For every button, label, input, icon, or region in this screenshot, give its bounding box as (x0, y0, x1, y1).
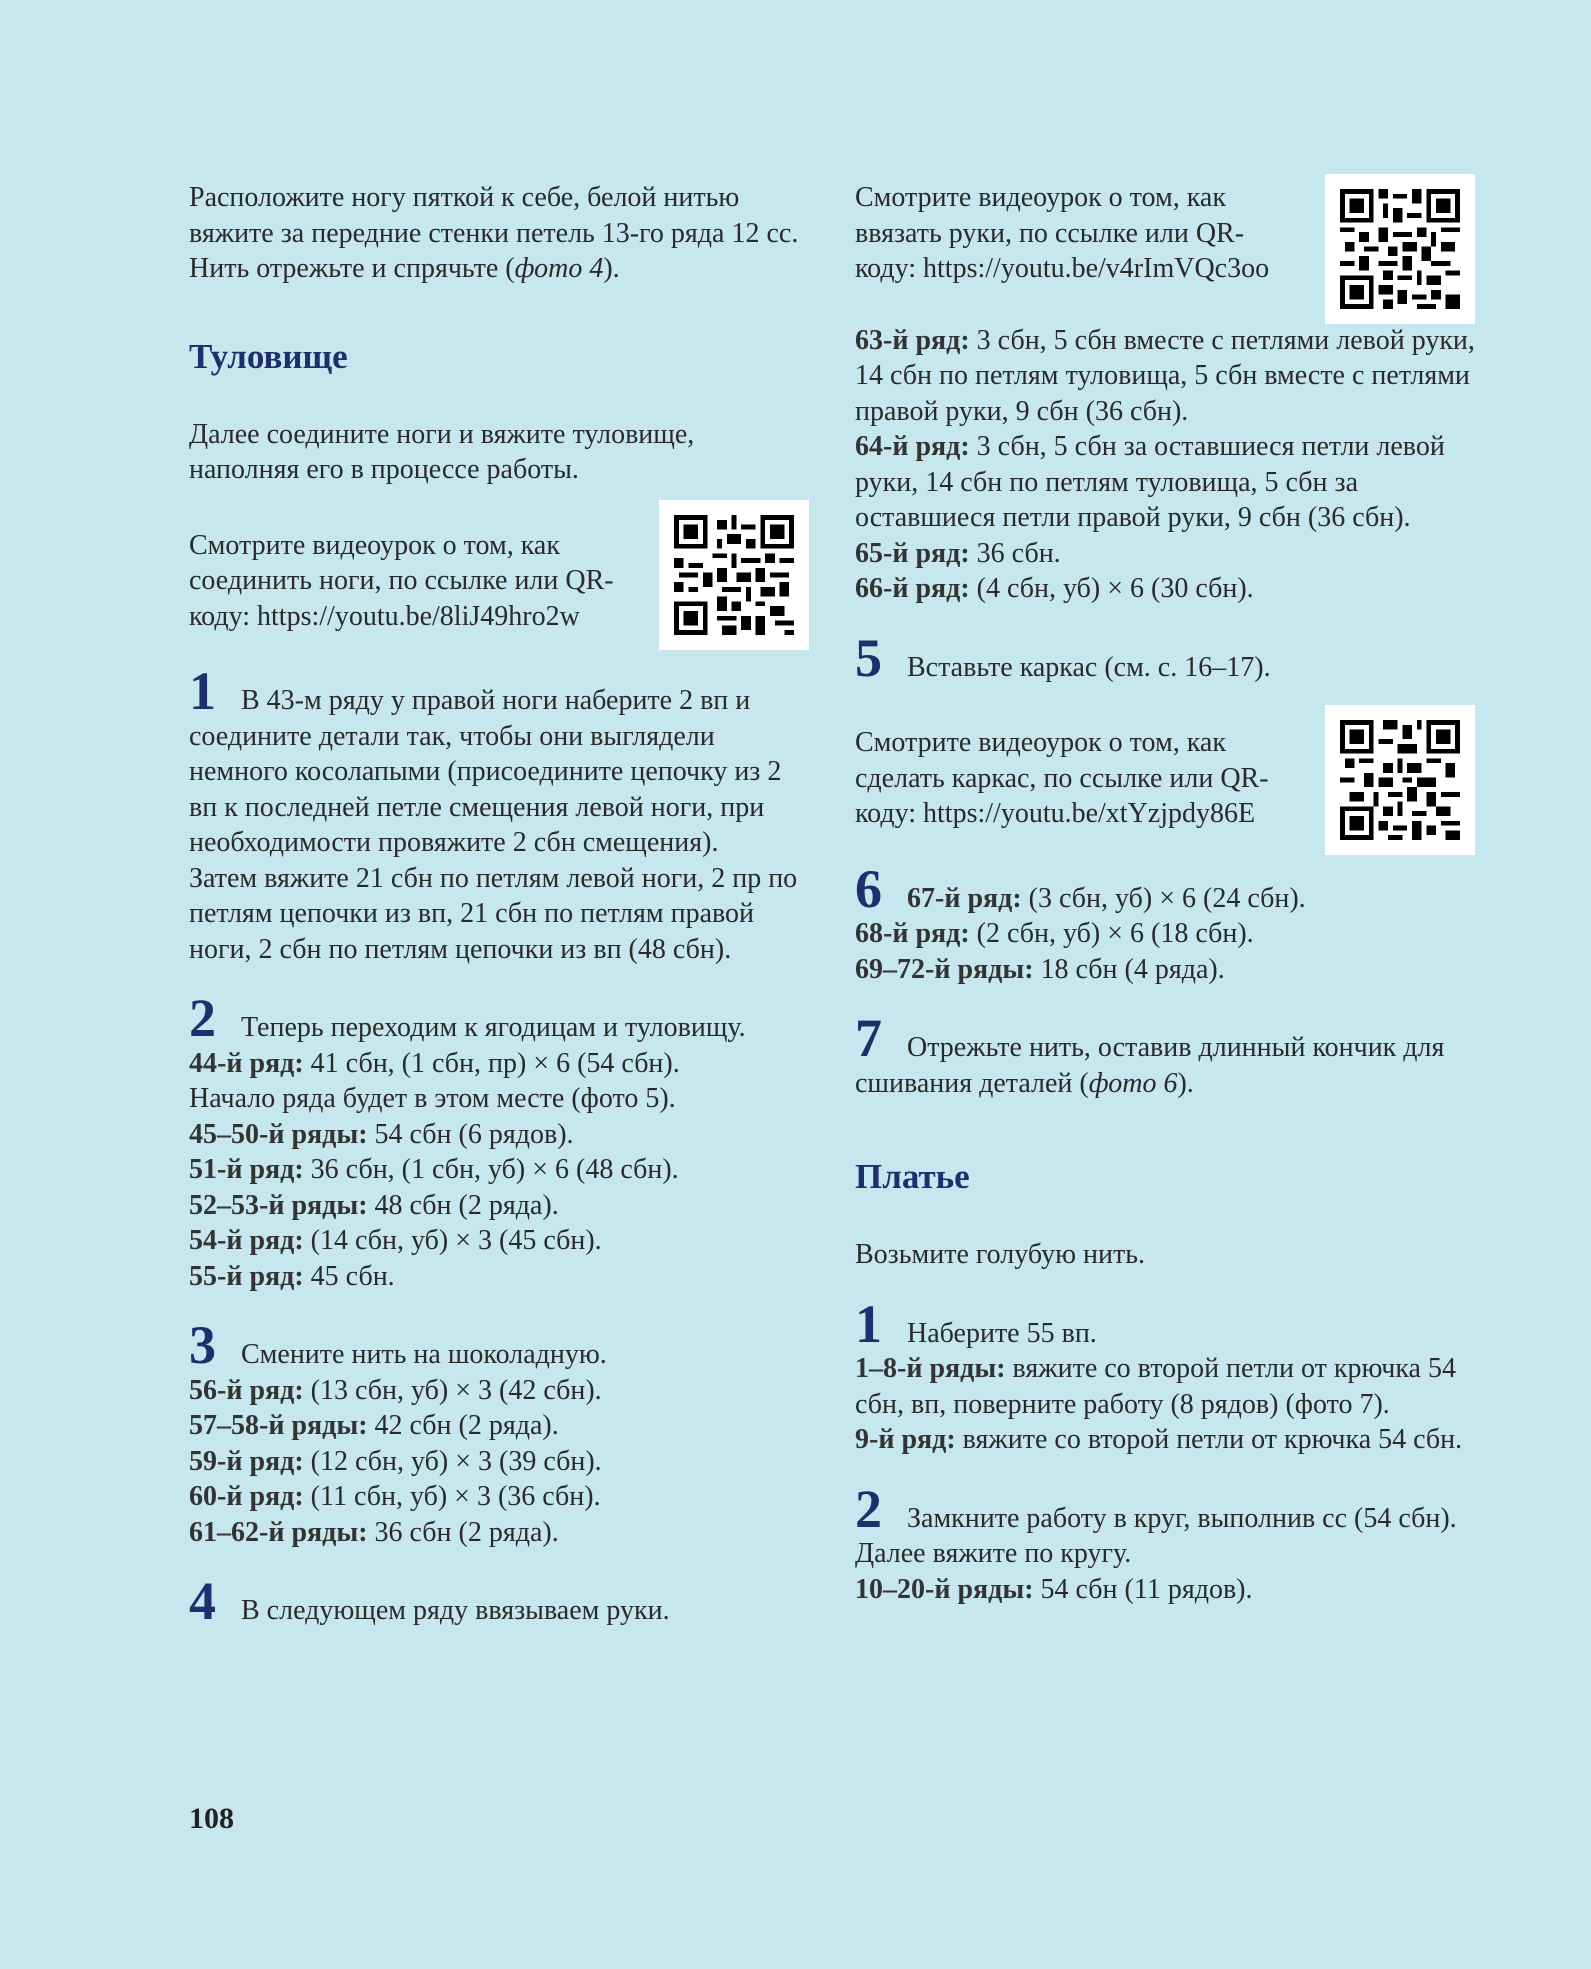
section-title-torso: Туловище (189, 336, 348, 376)
qr-code-icon[interactable] (659, 500, 809, 650)
step-1: 1 В 43-м ряду у правой ноги наберите 2 вп и соедините детали так, чтобы они выглядели немного косолапыми (присоедините цепочку из 2 вп к последней петле смещения левой ноги, при необходимости провяжите 2 сбн смещения). Затем вяжите 21 сбн по петлям левой ноги, 2 пр по петлям цепочки из вп, 21 сбн по петлям правой ноги, 2 сбн по петлям цепочки из вп (48 сбн). (189, 661, 798, 965)
step-5: 5 Вставьте каркас (см. с. 16–17). (855, 627, 1271, 688)
dress-intro: Возьмите голубую нить. (855, 1239, 1145, 1270)
row-line: 55-й ряд: 45 сбн. (189, 1260, 395, 1292)
row-line: 59-й ряд: (12 сбн, уб) × 3 (39 сбн). (189, 1445, 602, 1477)
row-line: 9-й ряд: вяжите со второй петли от крючка 54 сбн. (855, 1424, 1463, 1455)
step-2: 2 Теперь переходим к ягодицам и туловищу. 44-й ряд: 41 сбн, (1 сбн, пр) × 6 (54 сбн). Начало ряда будет в этом месте (фото 5). 45–50-й ряды: 54 сбн (6 рядов). 51-й ряд: 36 сбн, (1 сбн, уб) × 6 (48 сбн). 52–53-й ряды: 48 сбн (2 ряда). 54-й ряд: (14 сбн, уб) × 3 (45 сбн). 55-й ряд: 45 сбн. (189, 1001, 809, 1294)
intro-paragraph: Расположите ногу пяткой к себе, белой нитью вяжите за передние стенки петель 13-го ряда 12 сс. Нить отрежьте и спрячьте (фото 4). (189, 182, 799, 284)
torso-intro: Далее соедините ноги и вяжите туловище, наполняя его в процессе работы. (189, 418, 695, 485)
step-number: 4 (189, 1571, 216, 1631)
row-line: 54-й ряд: (14 сбн, уб) × 3 (45 сбн). (189, 1225, 602, 1256)
qr-block-legs: Смотрите видеоурок о том, как соединить ноги, по ссылке или QR-коду: https://youtu.be/8liJ49hro2w (189, 528, 809, 635)
step-7: 7 Отрежьте нить, оставив длинный кончик для сшивания деталей (фото 6). (855, 1008, 1445, 1099)
step-number: 2 (189, 988, 216, 1048)
row-line: 57–58-й ряды: 42 сбн (2 ряда). (189, 1410, 559, 1441)
row-line: Начало ряда будет в этом месте (фото 5). (189, 1083, 676, 1114)
left-column (189, 180, 809, 1663)
row-line: 44-й ряд: 41 сбн, (1 сбн, пр) × 6 (54 сбн). (189, 1047, 680, 1079)
qr-code-icon[interactable] (1325, 174, 1475, 324)
right-column (855, 180, 1475, 1641)
step-4: 4 В следующем ряду ввязываем руки. (189, 1571, 670, 1631)
dress-step-1: 1 Наберите 55 вп. 1–8-й ряды: вяжите со второй петли от крючка 54 сбн, вп, поверните работу (8 рядов) (фото 7). 9-й ряд: вяжите со второй петли от крючка 54 сбн. (855, 1307, 1475, 1458)
step-3: 3 Смените нить на шоколадную. 56-й ряд: (13 сбн, уб) × 3 (42 сбн). 57–58-й ряды: 42 сбн (2 ряда). 59-й ряд: (12 сбн, уб) × 3 (39 сбн). 60-й ряд: (11 сбн, уб) × 3 (36 сбн). 61–62-й ряды: 36 сбн (2 ряда). (189, 1328, 809, 1550)
row-line: 69–72-й ряды: 18 сбн (4 ряда). (855, 953, 1225, 985)
row-line: 68-й ряд: (2 сбн, уб) × 6 (18 сбн). (855, 918, 1254, 949)
qr-block-arms: Смотрите видеоурок о том, как ввязать руки, по ссылке или QR-коду: https://youtu.be/v4rImVQc3oo (855, 180, 1475, 287)
row-line: 66-й ряд: (4 сбн, уб) × 6 (30 сбн). (855, 573, 1254, 604)
step-number: 2 (855, 1478, 882, 1539)
row-line: 1–8-й ряды: вяжите со второй петли от крючка 54 сбн, вп, поверните работу (8 рядов) (фото 7). (855, 1353, 1456, 1420)
step-6: 6 67-й ряд: (3 сбн, уб) × 6 (24 сбн). 68-й ряд: (2 сбн, уб) × 6 (18 сбн). 69–72-й ряды: 18 сбн (4 ряда). (855, 872, 1475, 988)
rows-63-66 (855, 323, 1475, 607)
step-number: 1 (189, 661, 216, 721)
row-line: 61–62-й ряды: 36 сбн (2 ряда). (189, 1516, 559, 1548)
row-line: 63-й ряд: 3 сбн, 5 сбн вместе с петлями левой руки, 14 сбн по петлям туловища, 5 сбн вместе с петлями правой руки, 9 сбн (36 сбн). (855, 324, 1475, 427)
row-line: 65-й ряд: 36 сбн. (855, 537, 1061, 569)
step-number: 3 (189, 1315, 216, 1375)
row-line: 64-й ряд: 3 сбн, 5 сбн за оставшиеся петли левой руки, 14 сбн по петлям туловища, 5 сбн за оставшиеся петли правой руки, 9 сбн (36 сбн). (855, 431, 1445, 533)
step-number: 7 (855, 1008, 882, 1068)
step-number: 5 (855, 627, 882, 688)
row-line: 51-й ряд: 36 сбн, (1 сбн, уб) × 6 (48 сбн). (189, 1154, 679, 1185)
qr-block-frame: Смотрите видеоурок о том, как сделать каркас, по ссылке или QR-коду: https://youtu.be/xtYzjpdy86E (855, 725, 1475, 832)
row-line: 10–20-й ряды: 54 сбн (11 рядов). (855, 1573, 1253, 1605)
row-line: 60-й ряд: (11 сбн, уб) × 3 (36 сбн). (189, 1481, 601, 1512)
page-number: 108 (189, 1802, 234, 1835)
row-line: 56-й ряд: (13 сбн, уб) × 3 (42 сбн). (189, 1374, 602, 1406)
qr-code-icon[interactable] (1325, 705, 1475, 855)
step-number: 6 (855, 858, 882, 919)
row-line: 52–53-й ряды: 48 сбн (2 ряда). (189, 1189, 559, 1221)
step-number: 1 (855, 1293, 882, 1354)
row-line: 45–50-й ряды: 54 сбн (6 рядов). (189, 1118, 574, 1150)
dress-step-2: 2 Замкните работу в круг, выполнив сс (54 сбн). Далее вяжите по кругу. 10–20-й ряды: 54 сбн (11 рядов). (855, 1492, 1475, 1608)
section-title-dress: Платье (855, 1157, 970, 1196)
